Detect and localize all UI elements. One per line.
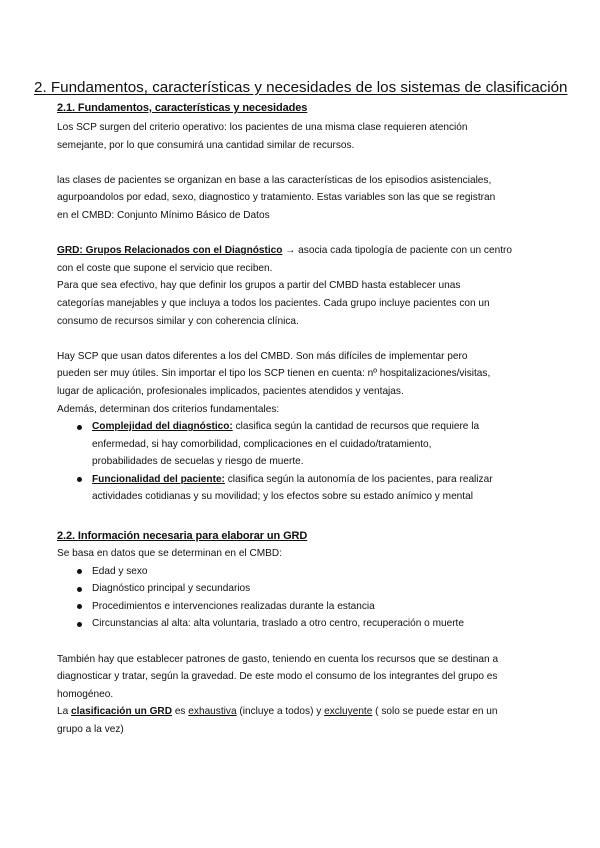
grd-description: → asocia cada tipología de paciente con un centro [282,245,512,257]
text-line: Para que sea efectivo, hay que definir los grupos a partir del CMBD hasta establecer unas [57,280,461,292]
text-line: Hay SCP que usan datos diferentes a los del CMBD. Son más difíciles de implementar pero [57,350,468,362]
text-line: probabilidades de secuelas y riesgo de muerte. [92,456,304,468]
bullet-icon [77,587,82,592]
section-title: 2. Fundamentos, características y necesidades de los sistemas de clasificación [34,79,568,96]
paragraph-scp-intro [57,119,557,154]
bullet-icon [77,604,82,609]
text-line [57,703,557,721]
criteria-term: Complejidad del diagnóstico: [92,421,233,433]
text-line: actividades cotidianas y su movilidad; y los efectos sobre su estado anímico y mental [92,491,473,503]
criteria-text: clasifica según la cantidad de recursos que requiere la [232,421,480,433]
text-line: pueden ser muy útiles. Sin importar el tipo los SCP tienen en cuenta: nº hospitalizaciones/visitas, [57,368,491,380]
text-line: grupo a la vez) [57,723,124,735]
text-line: agurpoandolos por edad, sexo, diagnostico y tratamiento. Estas variables son las que se registran [57,192,496,204]
text-line: También hay que establecer patrones de gasto, teniendo en cuenta los recursos que se destinan a [57,653,499,665]
text-fragment: La [57,706,72,718]
text-line: lugar de aplicación, profesionales implicados, pacientes atendidos y ventajas. [57,385,404,397]
exhaustive-term: exhaustiva [188,706,237,718]
grd-term: GRD: Grupos Relacionados con el Diagnóstico [57,245,283,257]
text-line: categorías manejables y que incluya a todos los pacientes. Cada grupo incluye pacientes con un [57,297,490,309]
text-line: diagnosticar y tratar, según la gravedad. De este modo el consumo de los integrantes del grupo es [57,671,498,683]
list-item [57,615,557,633]
paragraph-spending-patterns [57,651,557,704]
text-line: Se basa en datos que se determinan en el CMBD: [57,548,282,559]
text-line: semejante, por lo que consumirá una cantidad similar de recursos. [57,139,355,151]
paragraph-grd-classification [57,703,557,738]
list-item [57,598,557,616]
paragraph-cmbd-intro [57,545,557,563]
text-line [92,418,557,436]
criteria-item-functionality [57,471,557,506]
paragraph-grd-definition [57,242,557,330]
criteria-item-complexity [57,418,557,471]
criteria-term: Funcionalidad del paciente: [92,473,225,485]
text-line: las clases de pacientes se organizan en base a las características de los episodios asistenciales, [57,174,492,186]
bullet-icon [77,477,82,482]
subsection-heading-2-1: 2.1. Fundamentos, características y necesidades [57,102,308,114]
list-item [57,563,557,581]
text-line: enfermedad, si hay comorbilidad, complicaciones en el cuidado/tratamiento, [92,438,432,450]
list-item-text: Diagnóstico principal y secundarios [92,583,251,595]
text-fragment: ( solo se puede estar en un [372,706,498,718]
subsection-body-2-2 [57,545,557,739]
text-line [92,471,557,489]
text-fragment: (incluye a todos) y [236,706,325,718]
text-fragment: es [172,706,189,718]
bullet-icon [77,425,82,430]
list-item [57,580,557,598]
criteria-text: clasifica según la autonomía de los pacientes, para realizar [224,473,493,485]
text-line: Además, determinan dos criterios fundamentales: [57,403,280,415]
text-line [57,242,557,260]
exclusive-term: excluyente [324,706,373,718]
list-item-text: Circunstancias al alta: alta voluntaria, traslado a otro centro, recuperación o muerte [92,618,464,630]
text-line: homogéneo. [57,688,114,700]
paragraph-other-scp [57,348,557,418]
bullet-icon [77,569,82,574]
text-line: consumo de recursos similar y con coherencia clínica. [57,315,299,327]
text-line: Los SCP surgen del criterio operativo: los pacientes de una misma clase requieren atención [57,122,468,133]
classification-term: clasificación un GRD [71,706,173,718]
subsection-body-2-1 [57,119,557,506]
subsection-heading-2-2: 2.2. Información necesaria para elaborar un GRD [57,530,308,542]
text-line: con el coste que supone el servicio que reciben. [57,262,273,274]
paragraph-patient-classes [57,172,557,225]
list-item-text: Procedimientos e intervenciones realizadas durante la estancia [92,600,375,612]
bullet-icon [77,622,82,627]
text-line: en el CMBD: Conjunto Mínimo Básico de Datos [57,209,270,221]
list-item-text: Edad y sexo [92,565,148,577]
